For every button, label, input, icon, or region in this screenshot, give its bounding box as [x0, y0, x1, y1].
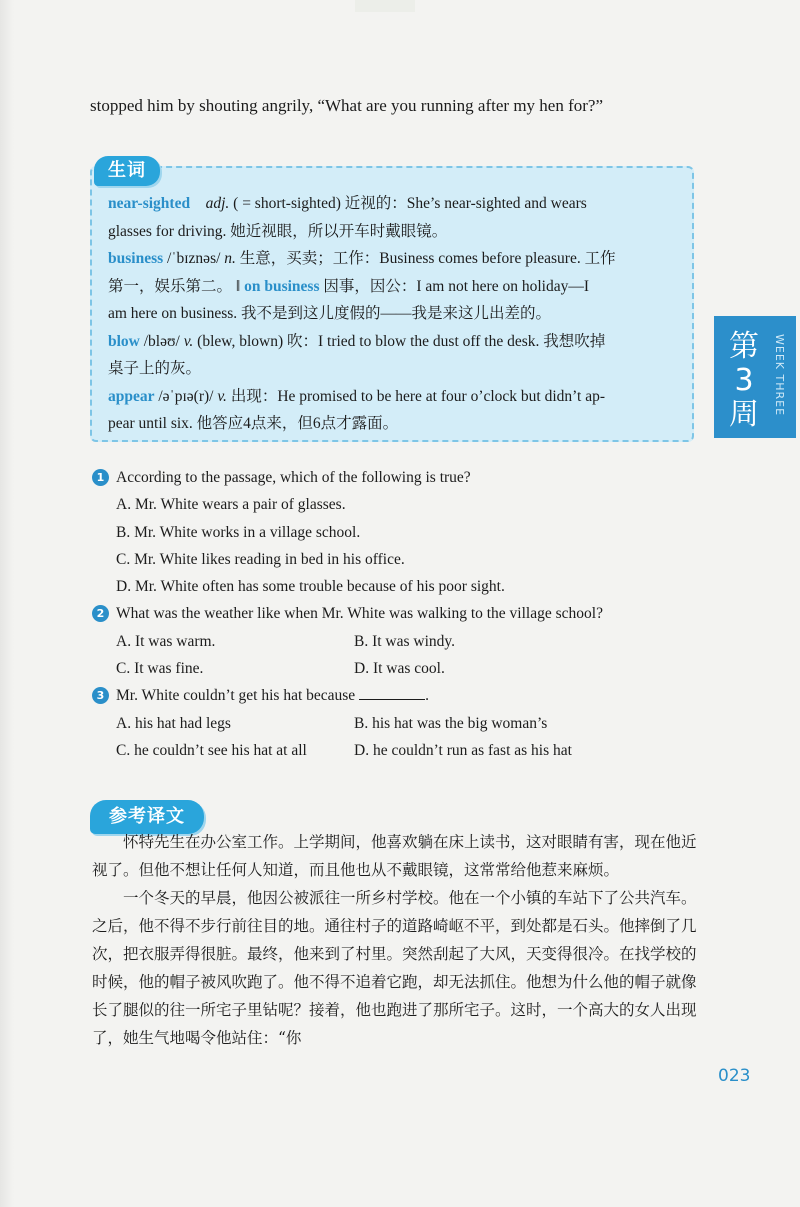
definition: 生意，买卖；工作：Business comes before pleasure. 工作 [235, 250, 616, 267]
vocab-line [108, 383, 684, 411]
question-number-badge: 2 [92, 605, 109, 622]
headword: appear [108, 387, 155, 405]
answer-option-row [92, 628, 692, 655]
answer-option: C. he couldn’t see his hat at all [116, 741, 307, 759]
vocab-line [108, 328, 684, 356]
definition: (blew, blown) 吹：I tried to blow the dust off the desk. 我想吹掉 [193, 332, 606, 350]
definition: 出现：He promised to be here at four o’clock but didn’t ap- [226, 387, 606, 405]
page-number: 023 [718, 1066, 751, 1086]
part-of-speech: v. [217, 387, 227, 405]
definition: ( = short-sighted) 近视的：She’s near-sighted and wears [229, 195, 587, 212]
translation-paragraph: 怀特先生在办公室工作。上学期间，他喜欢躺在床上读书，这对眼睛有害，现在他近视了。但他不想让任何人知道，而且他也从不戴眼镜，这常常给他惹来麻烦。 [92, 833, 697, 879]
answer-option: C. Mr. White likes reading in bed in his office. [116, 550, 405, 568]
definition: 因事，因公：I am not here on holiday—I [319, 277, 589, 295]
answer-option: D. It was cool. [354, 660, 445, 678]
answer-option: B. Mr. White works in a village school. [116, 523, 361, 541]
answer-option: A. It was warm. [116, 632, 216, 650]
answer-option: B. It was windy. [354, 632, 456, 650]
question-stem [92, 464, 692, 491]
answer-option: D. Mr. White often has some trouble because of his poor sight. [116, 578, 505, 596]
headword: blow [108, 332, 140, 350]
question-stem [92, 600, 692, 627]
part-of-speech: v. [183, 332, 194, 350]
answer-blank [359, 685, 425, 700]
pronunciation: /bləʊ/ [139, 332, 184, 350]
translation-paragraph: 一个冬天的早晨，他因公被派往一所乡村学校。他在一个小镇的车站下了公共汽车。之后，他不得不步行前往目的地。通往村子的道路崎岖不平，到处都是石头。他摔倒了几次，把衣服弄得很脏。最终，他来到了村里。突然刮起了大风，天变得很冷。在找学校的时候，他的帽子被风吹跑了。他不得不追着它跑，却无法抓住。他想为什么他的帽子就像长了腿似的往一所宅子里钻呢？接着，他也跑进了那所宅子。这时，一个高大的女人出现了，她生气地喝令他站住：“你 [92, 889, 697, 1047]
vocabulary-tag: 生词 [94, 156, 160, 186]
question-text: According to the passage, which of the following is true? [116, 469, 471, 486]
answer-option-row [92, 710, 692, 737]
pronunciation: /ˈbɪznəs/ [163, 250, 225, 267]
page-gutter-shadow [0, 0, 14, 1207]
question-text: What was the weather like when Mr. White was walking to the village school? [116, 605, 603, 623]
vocab-entry-appear [108, 383, 684, 438]
answer-option-row [92, 737, 692, 764]
answer-option: A. Mr. White wears a pair of glasses. [116, 496, 346, 514]
vocab-line: 桌子上的灰。 [108, 360, 202, 377]
headword: business [108, 250, 164, 267]
question-number-badge: 1 [92, 469, 109, 486]
answer-option: A. his hat had legs [116, 714, 231, 732]
week-english-label: WEEK THREE [773, 334, 786, 417]
week-side-tab [714, 316, 796, 438]
answer-option-row [92, 655, 692, 682]
part-of-speech: n. [224, 250, 236, 267]
vocabulary-entries [108, 190, 684, 438]
reference-translation [92, 828, 704, 1052]
answer-option: B. his hat was the big woman’s [354, 714, 548, 732]
vocab-line [108, 273, 684, 301]
question-end-punct: . [425, 687, 429, 705]
vocab-entry-blow [108, 328, 684, 383]
vocab-line: glasses for driving. 她近视眼，所以开车时戴眼镜。 [108, 222, 448, 240]
answer-option: C. It was fine. [116, 660, 204, 678]
answer-option: D. he couldn’t run as fast as his hat [354, 741, 572, 759]
questions-section [92, 464, 692, 764]
translation-tag: 参考译文 [90, 800, 204, 834]
question-text: Mr. White couldn’t get his hat because [116, 687, 356, 705]
vocab-line [108, 245, 684, 273]
part-of-speech: adj. [205, 195, 230, 212]
top-edge-mark [355, 0, 415, 12]
vocab-line [108, 190, 684, 218]
headword: near-sighted [108, 195, 191, 212]
vocab-entry-near-sighted [108, 190, 684, 245]
vocab-line: am here on business. 我不是到这儿度假的——我是来这儿出差的。 [108, 305, 552, 322]
vocab-entry-business [108, 245, 684, 328]
lead-sentence: stopped him by shouting angrily, “What are you running after my hen for?” [90, 96, 604, 115]
question-stem [92, 682, 692, 709]
phrase-headword: on business [244, 277, 320, 295]
week-label: 第3周 [729, 329, 759, 432]
question-number-badge: 3 [92, 687, 109, 704]
vocab-line: pear until six. 他答应4点来，但6点才露面。 [108, 415, 399, 432]
pronunciation: /əˈpɪə(r)/ [154, 387, 218, 405]
definition: 第一，娱乐第二。 ‖ [108, 277, 245, 295]
